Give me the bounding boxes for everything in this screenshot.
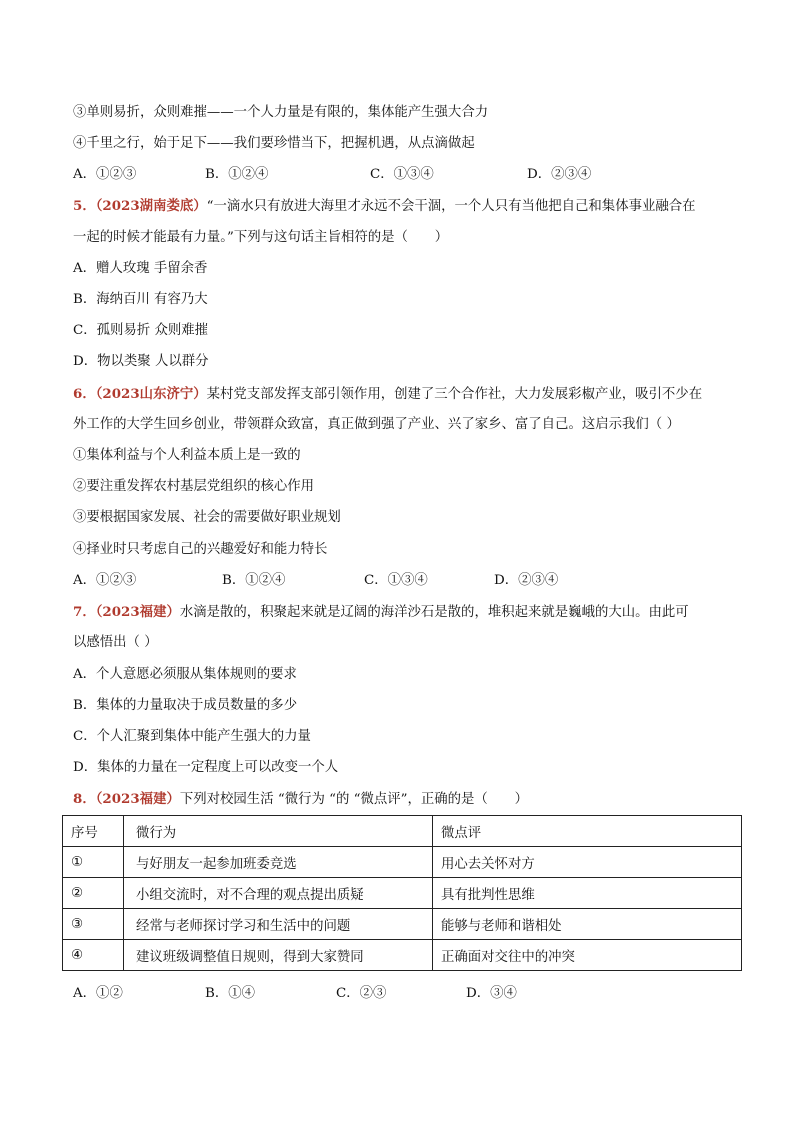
- question-text: 下列对校园生活 “微行为 “的 “微点评”，正确的是（ ）: [179, 792, 528, 807]
- behavior-table: [62, 815, 742, 971]
- answer-option: C．个人汇聚到集体中能产生强大的力量: [73, 729, 311, 744]
- answer-option: A．①②③: [73, 167, 137, 182]
- table-cell: ④: [63, 940, 124, 971]
- table-cell: 小组交流时，对不合理的观点提出质疑: [124, 878, 433, 909]
- answer-option: D．集体的力量在一定程度上可以改变一个人: [73, 760, 339, 775]
- option-statement: ③要根据国家发展、社会的需要做好职业规划: [73, 510, 341, 525]
- option-statement: ①集体利益与个人利益本质上是一致的: [73, 448, 301, 463]
- table-cell: 正确面对交往中的冲突: [433, 940, 742, 971]
- table-cell: 经常与老师探讨学习和生活中的问题: [124, 909, 433, 940]
- table-header: 序号: [63, 816, 124, 847]
- question-text: 以感悟出（ ）: [73, 635, 158, 650]
- question-number: 7．: [73, 604, 96, 620]
- table-header-row: [63, 816, 742, 847]
- table-header: 微点评: [433, 816, 742, 847]
- question-number: 8．: [73, 791, 96, 807]
- table-row: [63, 847, 742, 878]
- answer-option: D．②③④: [527, 167, 592, 182]
- question-text: 一起的时候才能最有力量。”下列与这句话主旨相符的是（ ）: [73, 230, 449, 245]
- table-cell: 用心去关怀对方: [433, 847, 742, 878]
- question-text: 某村党支部发挥支部引领作用，创建了三个合作社，大力发展彩椒产业，吸引不少在: [206, 387, 703, 402]
- question-6-stem: [73, 385, 702, 404]
- answer-option: B．集体的力量取决于成员数量的多少: [73, 698, 298, 713]
- answer-option: B．①④: [205, 986, 256, 1001]
- question-text: 外工作的大学生回乡创业，带领群众致富，真正做到强了产业、兴了家乡、富了自己。这启示我们（ ）: [73, 417, 680, 432]
- question-number: 5．: [73, 198, 96, 214]
- table-cell: ③: [63, 909, 124, 940]
- answer-option: B．①②④: [205, 167, 269, 182]
- question-7-stem: [73, 603, 689, 622]
- option-statement: ④千里之行，始于足下——我们要珍惜当下，把握机遇，从点滴做起: [73, 136, 475, 151]
- table-cell: ②: [63, 878, 124, 909]
- answer-option: A．①②③: [73, 573, 137, 588]
- option-statement: ③单则易折，众则难摧——一个人力量是有限的，集体能产生强大合力: [73, 105, 489, 120]
- table-row: [63, 909, 742, 940]
- question-source: （2023福建）: [95, 791, 180, 807]
- table-cell: ①: [63, 847, 124, 878]
- table-cell: 建议班级调整值日规则，得到大家赞同: [124, 940, 433, 971]
- answer-option: C．孤则易折 众则难摧: [73, 323, 209, 338]
- question-source: （2023福建）: [95, 604, 180, 620]
- answer-option: B．①②④: [222, 573, 286, 588]
- table-row: [63, 878, 742, 909]
- question-source: （2023山东济宁）: [95, 386, 207, 402]
- answer-option: D．③④: [466, 986, 517, 1001]
- question-number: 6．: [73, 386, 96, 402]
- table-cell: 具有批判性思维: [433, 878, 742, 909]
- table-cell: 与好朋友一起参加班委竞选: [124, 847, 433, 878]
- answer-option: C．①③④: [364, 573, 428, 588]
- table-row: [63, 940, 742, 971]
- answer-option: C．①③④: [370, 167, 434, 182]
- table-header: 微行为: [124, 816, 433, 847]
- answer-option: D．②③④: [494, 573, 559, 588]
- question-text: “一滴水只有放进大海里才永远不会干涸，一个人只有当他把自己和集体事业融合在: [206, 199, 696, 214]
- question-8-stem: [73, 790, 528, 809]
- question-5-stem: [73, 197, 696, 216]
- answer-option: D．物以类聚 人以群分: [73, 354, 209, 369]
- question-text: 水滴是散的，积聚起来就是辽阔的海洋沙石是散的，堆积起来就是巍峨的大山。由此可: [179, 605, 689, 620]
- question-source: （2023湖南娄底）: [95, 198, 207, 214]
- option-statement: ②要注重发挥农村基层党组织的核心作用: [73, 479, 315, 494]
- answer-option: B．海纳百川 有容乃大: [73, 292, 208, 307]
- answer-option: A．①②: [73, 986, 123, 1001]
- option-statement: ④择业时只考虑自己的兴趣爱好和能力特长: [73, 542, 328, 557]
- answer-option: C．②③: [336, 986, 387, 1001]
- table-cell: 能够与老师和谐相处: [433, 909, 742, 940]
- answer-option: A．赠人玫瑰 手留余香: [73, 261, 208, 276]
- answer-option: A．个人意愿必须服从集体规则的要求: [73, 667, 297, 682]
